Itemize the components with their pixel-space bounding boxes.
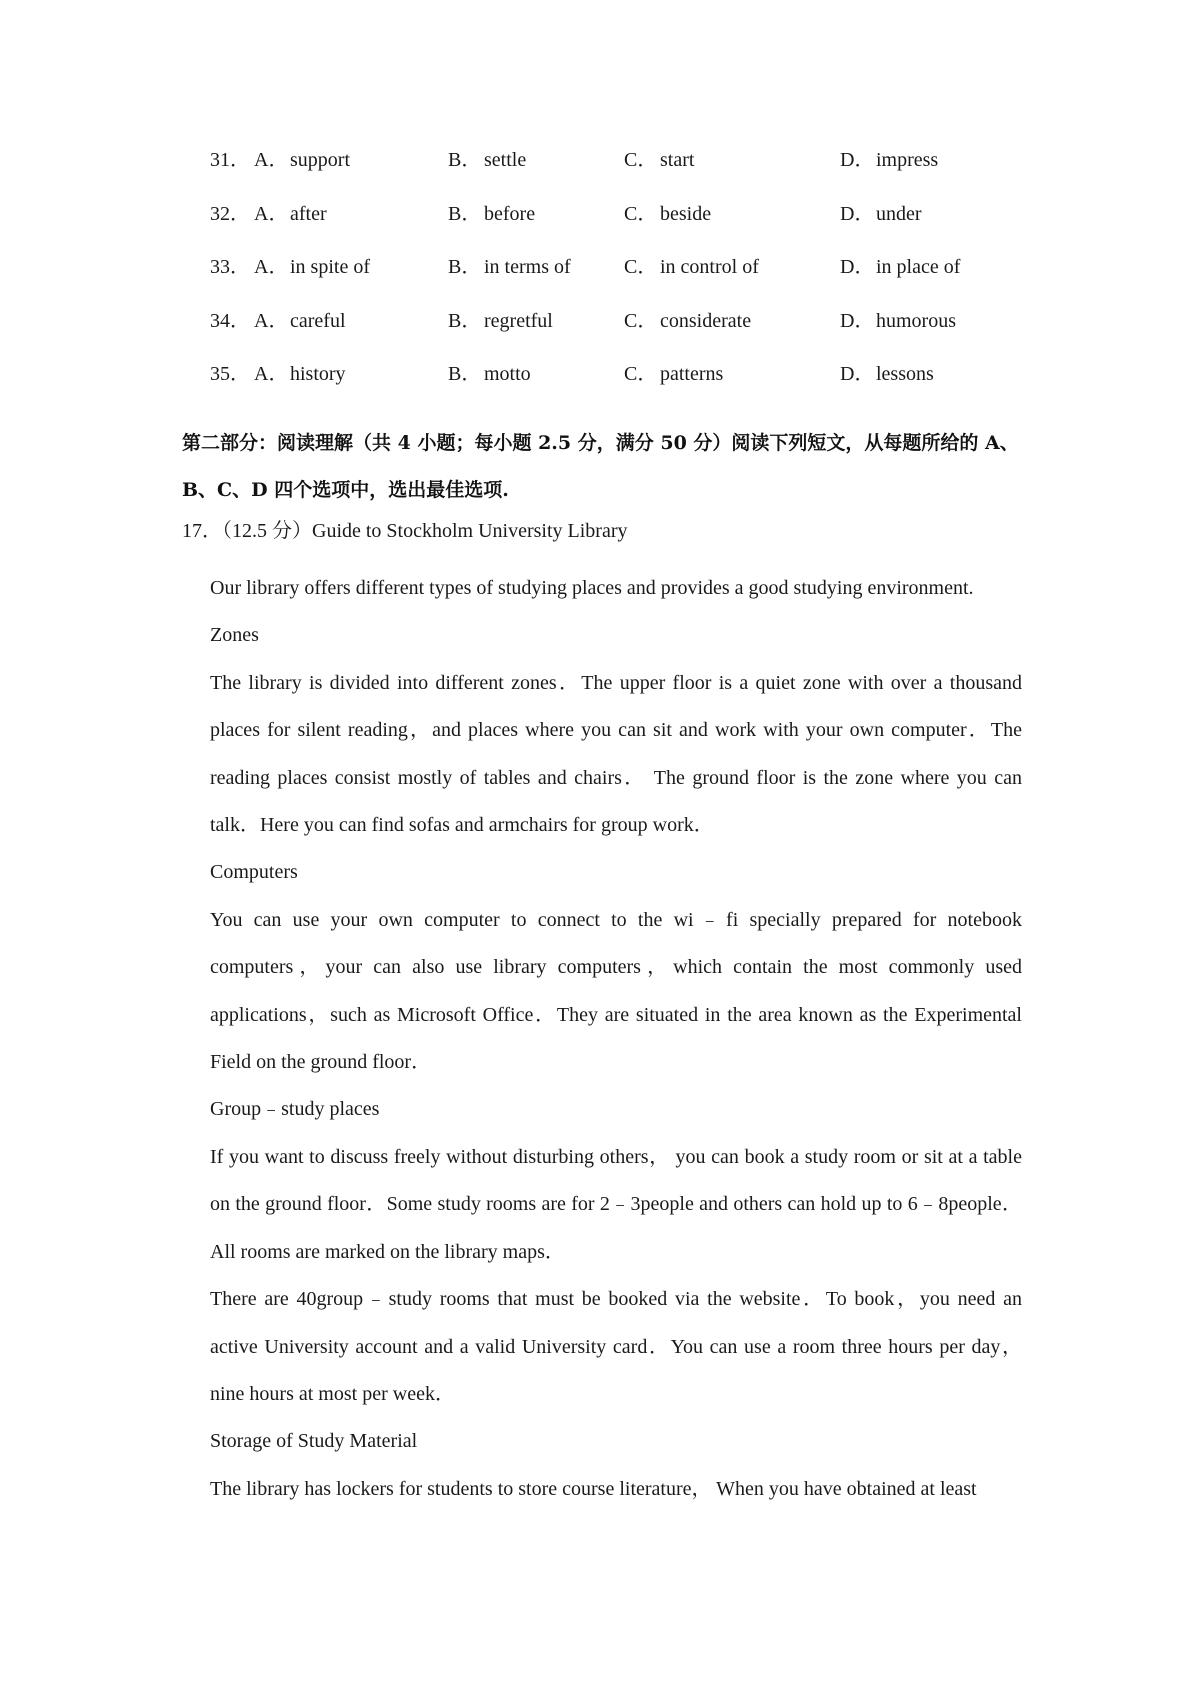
question-number: 33． (210, 256, 250, 278)
option-letter: D． (840, 256, 875, 278)
option-c (624, 361, 723, 387)
option-a (254, 201, 327, 227)
option-b (448, 201, 535, 227)
option-b (448, 254, 571, 280)
section-heading: 第二部分：阅读理解（共 4 小题；每小题 2.5 分，满分 50 分）阅读下列短文，从每题所给的 A、B、C、D 四个选项中，选出最佳选项. (182, 432, 1019, 501)
computers-paragraph: You can use your own computer to connect to the wi﹣fi specially prepared for notebook computers，your can also use library computers，which contain the most commonly used applications，such as Microsoft Office．They are situated in the area known as the Experimental Field on the ground floor． (210, 908, 1022, 1074)
option-c (624, 254, 759, 280)
option-text: in control of (660, 256, 759, 278)
option-letter: D． (840, 149, 875, 171)
question-header: 17．（12.5 分）Guide to Stockholm University Library (182, 520, 628, 542)
option-text: considerate (660, 309, 752, 332)
question-number: 32． (210, 202, 250, 225)
option-row (0, 254, 1200, 308)
option-b (448, 308, 553, 334)
option-text: motto (484, 363, 531, 385)
option-row (0, 147, 1200, 201)
option-d (840, 147, 938, 173)
option-letter: C． (624, 363, 658, 385)
options-list (0, 147, 1200, 415)
question-number: 35． (210, 363, 250, 385)
option-row (0, 361, 1200, 415)
option-letter: A． (254, 309, 289, 332)
option-letter: D． (840, 363, 875, 385)
option-text: before (484, 202, 536, 225)
group-study-heading: Group﹣study places (210, 1098, 380, 1121)
option-text: support (290, 149, 350, 171)
group-study-paragraph-2: There are 40group﹣study rooms that must be booked via the website．To book，you need an active University account and a valid University card．You can use a room three hours per day，nine hours at most per week． (210, 1288, 1022, 1405)
option-row (0, 308, 1200, 362)
option-text: humorous (876, 309, 956, 332)
option-letter: A． (254, 149, 289, 171)
option-text: in terms of (484, 256, 571, 278)
option-letter: A． (254, 363, 289, 385)
storage-heading: Storage of Study Material (210, 1430, 418, 1453)
storage-paragraph: The library has lockers for students to store course literature， When you have obtained at least (210, 1477, 977, 1500)
option-a (254, 361, 346, 387)
option-letter: B． (448, 256, 482, 278)
option-row (0, 201, 1200, 255)
option-text: start (660, 149, 695, 171)
option-text: after (290, 202, 327, 225)
option-letter: D． (840, 202, 875, 225)
option-text: beside (660, 202, 712, 225)
option-d (840, 201, 922, 227)
option-letter: B． (448, 202, 482, 225)
reading-passage (210, 565, 1022, 1513)
option-letter: B． (448, 309, 482, 332)
option-text: history (290, 363, 346, 385)
option-letter: C． (624, 202, 658, 225)
option-letter: B． (448, 149, 482, 171)
group-study-paragraph: If you want to discuss freely without disturbing others， you can book a study room or sit at a table on the ground floor．Some study rooms are for 2﹣3people and others can hold up to 6﹣8people．All rooms are marked on the library maps． (210, 1145, 1022, 1263)
option-a (254, 147, 350, 173)
passage-intro: Our library offers different types of studying places and provides a good studying environment. (210, 577, 974, 599)
option-text: in place of (876, 256, 961, 278)
zones-heading: Zones (210, 624, 259, 647)
option-letter: A． (254, 202, 289, 225)
option-text: patterns (660, 363, 724, 385)
option-a (254, 308, 346, 334)
option-text: careful (290, 309, 346, 332)
option-d (840, 254, 960, 280)
option-b (448, 361, 531, 387)
option-text: in spite of (290, 256, 370, 278)
option-letter: C． (624, 309, 658, 332)
option-text: impress (876, 149, 939, 171)
option-text: lessons (876, 363, 934, 385)
question-number: 34． (210, 309, 250, 332)
option-a (254, 254, 370, 280)
option-letter: B． (448, 363, 482, 385)
option-letter: C． (624, 149, 658, 171)
zones-paragraph: The library is divided into different zones．The upper floor is a quiet zone with over a thousand places for silent reading，and places where you can sit and work with your own computer．The reading places consist mostly of tables and chairs． The ground floor is the zone where you can talk．Here you can find sofas and armchairs for group work． (210, 671, 1022, 837)
option-d (840, 308, 956, 334)
option-text: settle (484, 149, 527, 171)
computers-heading: Computers (210, 861, 298, 884)
option-c (624, 308, 751, 334)
option-letter: A． (254, 256, 289, 278)
option-letter: C． (624, 256, 658, 278)
option-text: regretful (484, 309, 553, 332)
option-text: under (876, 202, 922, 225)
option-c (624, 201, 711, 227)
option-c (624, 147, 694, 173)
option-b (448, 147, 526, 173)
option-letter: D． (840, 309, 875, 332)
option-d (840, 361, 934, 387)
question-number: 31． (210, 149, 250, 171)
